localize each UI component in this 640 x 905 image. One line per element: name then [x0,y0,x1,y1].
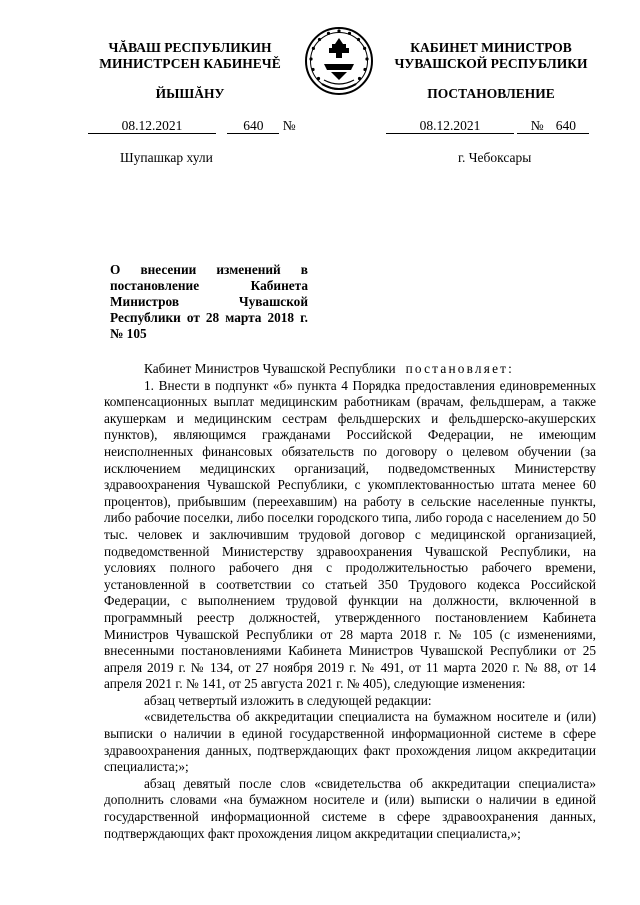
header-left-line1: ЧĂВАШ РЕСПУБЛИКИН [108,40,272,55]
number-sign-right: № [530,118,544,133]
place-right: г. Чебоксары [458,150,532,165]
intro-text: Кабинет Министров Чувашской Республики [144,361,396,376]
document-body [104,361,596,842]
doc-number-value-left: 640 [227,119,279,134]
body-paragraph-2: абзац четвертый изложить в следующей редакции: [144,692,432,708]
doc-number-value-right: 640 [555,118,576,133]
doc-date-left: 08.12.2021 [88,119,216,134]
doc-number-left [88,118,296,134]
chuvash-emblem-icon [302,24,376,98]
body-paragraph-3: «свидетельства об аккредитации специалиста на бумажном носителе и (или) выписки о наличии в единой государственной информационной системе в сфере здравоохранения данных, подтверждающих факт прохождения лицом аккредитации специалиста;»; [104,709,596,775]
header-right-line1: КАБИНЕТ МИНИСТРОВ [410,40,572,55]
header-left-line2: МИНИСТРСЕН КАБИНЕЧĚ [99,56,281,71]
body-intro [104,361,596,378]
intro-spaced-verb: постановляет: [405,361,515,376]
header-right-line2: ЧУВАШСКОЙ РЕСПУБЛИКИ [394,56,588,71]
doc-number-right [386,118,589,134]
doc-type-right: ПОСТАНОВЛЕНИЕ [427,86,555,101]
doc-date-right: 08.12.2021 [386,119,514,134]
place-left: Шупашкар хули [120,150,213,165]
number-sign-left: № [282,118,296,133]
document-title: О внесении изменений в постановление Кабинета Министров Чувашской Республики от 28 марта 2018 г. № 105 [110,262,308,341]
body-paragraph-1: 1. Внести в подпункт «б» пункта 4 Порядка предоставления единовременных компенсационных выплат медицинским работникам (врачам, фельдшерам, а также акушеркам и медицинским сестрам фельдшерских и фельдшерско-акушерских пунктов), являющимся гражданами Российской Федерации, не имеющим неисполненных финансовых обязательств по договору о целевом обучении (за исключением медицинских организаций, подведомственных Министерству здравоохранения Чувашской Республики, с укомплектованностью штата менее 60 процентов), прибывшим (переехавшим) на работу в сельские населенные пункты, либо рабочие поселки, либо поселки городского типа, либо города с населением до 50 тыс. человек и заключившим трудовой договор с медицинской организацией, подведомственной Министерству здравоохранения Чувашской Республики, на условиях полного рабочего дня с продолжительностью рабочего времени, установленной в соответствии со статьей 350 Трудового кодекса Российской Федерации, с выполнением трудовой функции на должности, включенной в программный реестр должностей, утвержденного постановлением Кабинета Министров Чувашской Республики от 28 марта 2018 г. № 105 (с изменениями, внесенными постановлениями Кабинета Министров Чувашской Республики от 25 апреля 2019 г. № 134, от 27 ноября 2019 г. № 491, от 11 марта 2020 г. № 88, от 14 апреля 2021 г. № 141, от 25 августа 2021 г. № 405), следующие изменения: [104,377,596,692]
doc-type-left: ЙЫШĂНУ [155,86,225,101]
body-paragraph-4: абзац девятый после слов «свидетельства об аккредитации специалиста» дополнить словами «на бумажном носителе и (или) выписки о наличии в единой государственной информационной системе в сфере здравоохранения данных, подтверждающих факт прохождения лицом аккредитации специалиста,»; [104,775,596,841]
header-left [70,40,310,72]
header-right [380,40,602,72]
